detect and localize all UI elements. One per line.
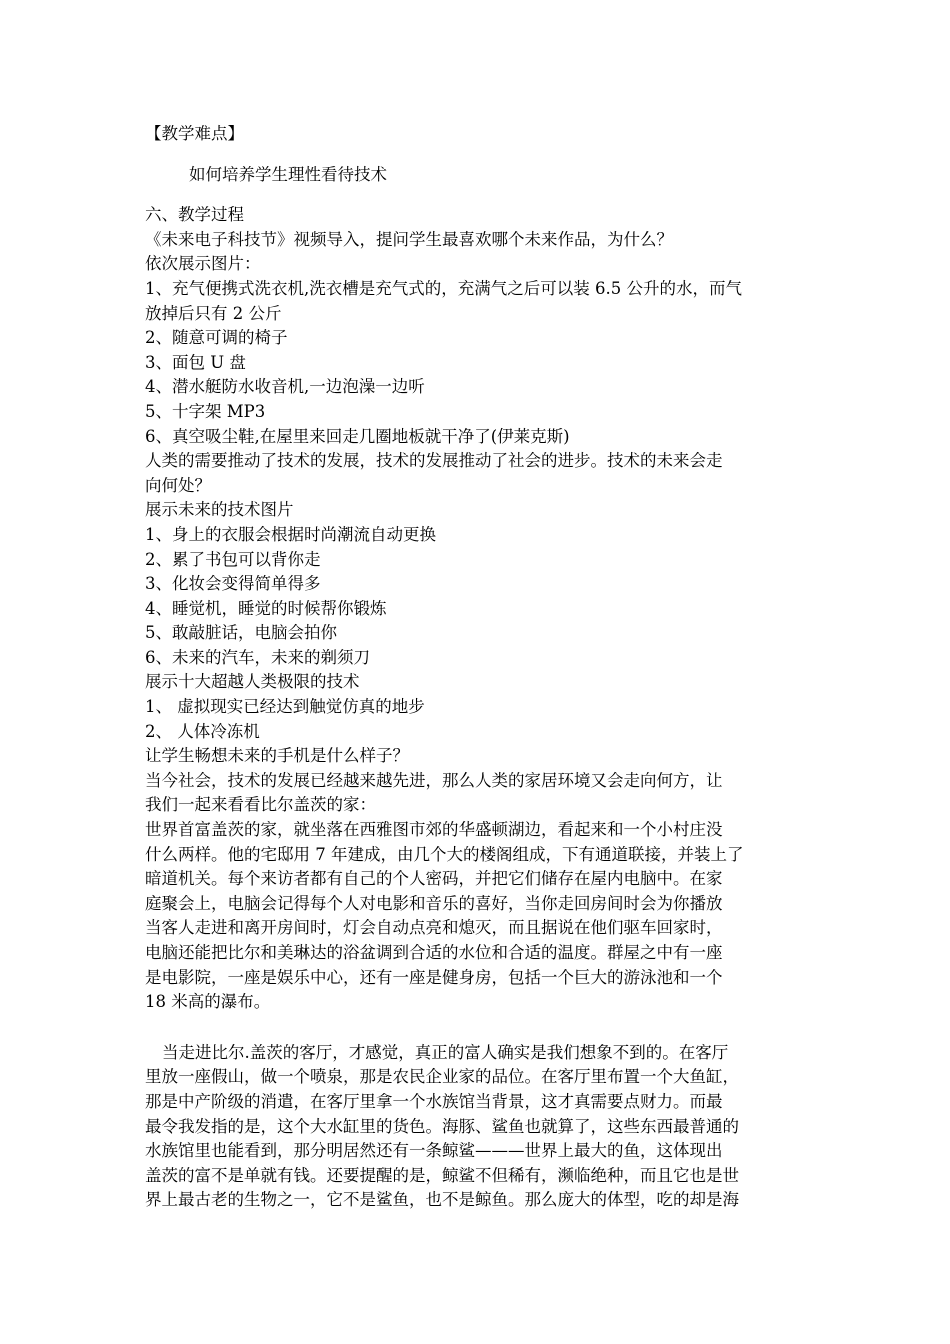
text-line: 什么两样。他的宅邸用 7 年建成，由几个大的楼阁组成，下有通道联接，并装上了: [145, 844, 744, 864]
text-line: 2、累了书包可以背你走: [145, 549, 321, 569]
text-line: 放掉后只有 2 公斤: [145, 303, 282, 323]
text-line: 当走进比尔.盖茨的客厅，才感觉，真正的富人确实是我们想象不到的。在客厅: [162, 1042, 729, 1062]
text-line: 6、未来的汽车，未来的剃须刀: [145, 647, 370, 667]
text-line: 3、化妆会变得简单得多: [145, 574, 321, 594]
text-line: 我们一起来看看比尔盖茨的家：: [145, 795, 376, 815]
text-line: 电脑还能把比尔和美琳达的浴盆调到合适的水位和合适的温度。群屋之中有一座: [145, 943, 723, 962]
text-line: 最令我发指的是，这个大水缸里的货色。海豚、鲨鱼也就算了，这些东西最普通的: [145, 1116, 739, 1136]
paragraph-gap: [145, 1015, 810, 1041]
text-line: 5、敢敲脏话，电脑会拍你: [145, 623, 337, 643]
text-line: 那是中产阶级的消遣，在客厅里拿一个水族馆当背景，这才真需要点财力。而最: [145, 1091, 723, 1111]
text-line: 5、十字架 MP3: [145, 401, 266, 421]
text-line: 人类的需要推动了技术的发展，技术的发展推动了社会的进步。技术的未来会走: [145, 451, 723, 471]
text-line: 2、 人体冷冻机: [145, 721, 260, 741]
text-line: 当今社会，技术的发展已经越来越先进，那么人类的家居环境又会走向何方，让: [145, 770, 723, 790]
text-line: 里放一座假山，做一个喷泉，那是农民企业家的品位。在客厅里布置一个大鱼缸，: [145, 1067, 739, 1087]
text-line: 3、面包 U 盘: [145, 352, 246, 372]
text-line: 界上最古老的生物之一，它不是鲨鱼，也不是鲸鱼。那么庞大的体型，吃的却是海: [145, 1190, 739, 1210]
document-body: [145, 122, 810, 1213]
text-line: 4、潜水艇防水收音机,一边泡澡一边听: [145, 377, 425, 397]
text-line: 展示未来的技术图片: [145, 500, 294, 520]
text-line: 水族馆里也能看到，那分明居然还有一条鲸鲨———世界上最大的鱼，这体现出: [145, 1141, 723, 1161]
text-line: 1、充气便携式洗衣机,洗衣槽是充气式的，充满气之后可以装 6.5 公升的水，而气: [145, 278, 742, 298]
text-line: 是电影院，一座是娱乐中心，还有一座是健身房，包括一个巨大的游泳池和一个: [145, 967, 723, 987]
text-line: 当客人走进和离开房间时，灯会自动点亮和熄灭，而且据说在他们驱车回家时，: [145, 918, 723, 938]
text-line: 依次展示图片：: [145, 254, 261, 274]
text-line: 6、真空吸尘鞋,在屋里来回走几圈地板就干净了(伊莱克斯): [145, 426, 570, 446]
text-line: 暗道机关。每个来访者都有自己的个人密码，并把它们储存在屋内电脑中。在家: [145, 869, 723, 889]
text-line: 《未来电子科技节》视频导入，提问学生最喜欢哪个未来作品，为什么？: [145, 229, 673, 249]
text-line: 2、随意可调的椅子: [145, 328, 288, 348]
text-line: 让学生畅想未来的手机是什么样子？: [145, 746, 409, 766]
difficulty-heading: 【教学难点】: [145, 124, 244, 143]
text-line: 盖茨的富不是单就有钱。还要提醒的是，鲸鲨不但稀有，濒临绝种，而且它也是世: [145, 1165, 739, 1185]
text-line: 向何处？: [145, 475, 211, 495]
text-line: 1、身上的衣服会根据时尚潮流自动更换: [145, 524, 436, 544]
text-line: 18 米高的瀑布。: [145, 992, 271, 1012]
text-line: 世界首富盖茨的家，就坐落在西雅图市郊的华盛顿湖边，看起来和一个小村庄没: [145, 820, 723, 840]
process-heading: 六、教学过程: [145, 205, 244, 225]
difficulty-text: 如何培养学生理性看待技术: [189, 164, 387, 184]
text-line: 1、 虚拟现实已经达到触觉仿真的地步: [145, 697, 425, 717]
text-line: 4、睡觉机，睡觉的时候帮你锻炼: [145, 598, 387, 618]
text-line: 庭聚会上，电脑会记得每个人对电影和音乐的喜好，当你走回房间时会为你播放: [145, 893, 723, 913]
text-line: 展示十大超越人类极限的技术: [145, 672, 360, 692]
